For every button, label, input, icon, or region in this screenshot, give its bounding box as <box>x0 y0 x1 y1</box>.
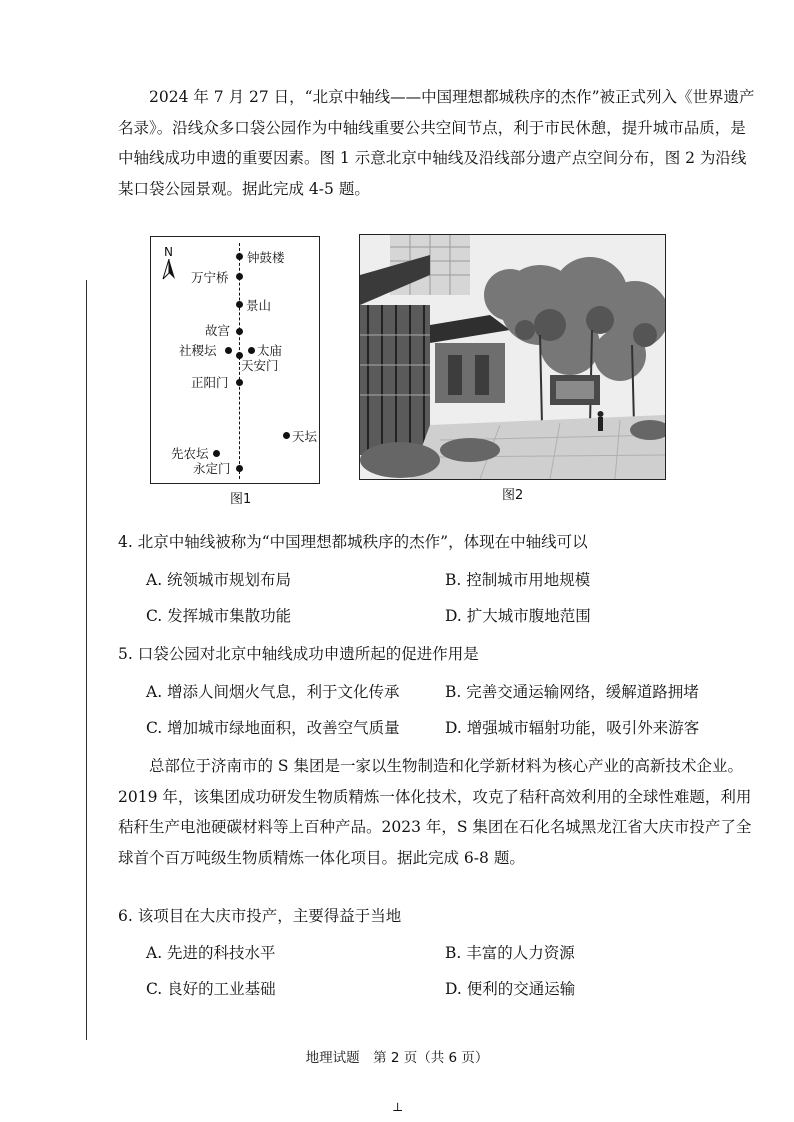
site-label-jingshan: 景山 <box>246 298 272 313</box>
q4-option-c: C. 发挥城市集散功能 <box>146 607 292 625</box>
north-label: N <box>164 245 173 259</box>
site-label-zhengyangmen: 正阳门 <box>191 375 229 390</box>
passage-line: 2024 年 7 月 27 日，“北京中轴线——中国理想都城秩序的杰作”被正式列入《世界遗产 <box>149 88 755 106</box>
site-label-tiananmen: 天安门 <box>241 358 279 373</box>
q5-option-c: C. 增加城市绿地面积，改善空气质量 <box>146 719 400 737</box>
q4-option-b: B. 控制城市用地规模 <box>445 571 591 589</box>
figure2-pocket-park-photo <box>359 234 666 480</box>
page-footer: 地理试题 第 2 页（共 6 页） <box>305 1050 489 1066</box>
north-arrow-icon <box>161 259 177 281</box>
passage-6-8 <box>118 751 752 873</box>
q5-option-a: A. 增添人间烟火气息，利于文化传承 <box>146 683 400 701</box>
site-dot-shejitan <box>225 347 232 354</box>
site-dot-xiannongtan <box>213 450 220 457</box>
question-4-stem: 4. 北京中轴线被称为“中国理想都城秩序的杰作”，体现在中轴线可以 <box>118 533 588 551</box>
site-label-tiantan: 天坛 <box>292 429 318 444</box>
binding-line <box>86 280 87 1040</box>
q5-option-b: B. 完善交通运输网络，缓解道路拥堵 <box>445 683 699 701</box>
passage-line: 中轴线成功申遗的重要因素。图 1 示意北京中轴线及沿线部分遗产点空间分布，图 2 为沿线 <box>118 149 747 167</box>
site-dot-gugong <box>236 328 243 335</box>
site-label-taimiao: 太庙 <box>257 343 283 358</box>
figure2-caption: 图2 <box>502 488 524 503</box>
figure1-caption: 图1 <box>230 492 252 507</box>
site-dot-zhengyangmen <box>236 379 243 386</box>
passage-line: 球首个百万吨级生物质精炼一体化项目。据此完成 6-8 题。 <box>118 848 525 867</box>
passage-line: 某口袋公园景观。据此完成 4-5 题。 <box>118 179 370 198</box>
site-label-shejitan: 社稷坛 <box>179 343 217 358</box>
q4-option-a: A. 统领城市规划布局 <box>146 571 292 589</box>
site-dot-taimiao <box>248 347 255 354</box>
q6-option-d: D. 便利的交通运输 <box>445 980 576 998</box>
passage-line: 总部位于济南市的 S 集团是一家以生物制造和化学新材料为核心产业的高新技术企业。 <box>149 757 743 775</box>
passage-line: 名录》。沿线众多口袋公园作为中轴线重要公共空间节点，利于市民休憩，提升城市品质，是 <box>118 118 746 137</box>
passage-4-5 <box>118 82 755 204</box>
site-dot-zhonggulou <box>236 253 243 260</box>
site-label-gugong: 故宫 <box>205 323 231 338</box>
site-dot-yongdingmen <box>236 465 243 472</box>
site-label-xiannongtan: 先农坛 <box>171 446 209 461</box>
site-dot-jingshan <box>236 301 243 308</box>
site-label-zhonggulou: 钟鼓楼 <box>247 250 285 265</box>
site-label-yongdingmen: 永定门 <box>193 461 231 476</box>
q6-option-c: C. 良好的工业基础 <box>146 980 276 998</box>
q4-option-d: D. 扩大城市腹地范围 <box>445 607 591 625</box>
bottom-mark: ⊥ <box>392 1100 404 1114</box>
question-5-stem: 5. 口袋公园对北京中轴线成功申遗所起的促进作用是 <box>118 645 479 663</box>
pocket-park-illustration <box>360 235 665 479</box>
passage-line: 秸秆生产电池硬碳材料等上百种产品。2023 年，S 集团在石化名城黑龙江省大庆市投产了全 <box>118 818 752 836</box>
passage-line: 2019 年，该集团成功研发生物质精炼一体化技术，攻克了秸秆高效利用的全球性难题，利用 <box>118 787 752 806</box>
site-label-wanningqiao: 万宁桥 <box>191 270 229 285</box>
figure1-axis-map <box>150 236 320 484</box>
q5-option-d: D. 增强城市辐射功能，吸引外来游客 <box>445 719 700 737</box>
question-6-stem: 6. 该项目在大庆市投产，主要得益于当地 <box>118 907 402 925</box>
site-dot-wanningqiao <box>236 273 243 280</box>
site-dot-tiantan <box>283 432 290 439</box>
q6-option-a: A. 先进的科技水平 <box>146 944 276 962</box>
q6-option-b: B. 丰富的人力资源 <box>445 944 575 962</box>
